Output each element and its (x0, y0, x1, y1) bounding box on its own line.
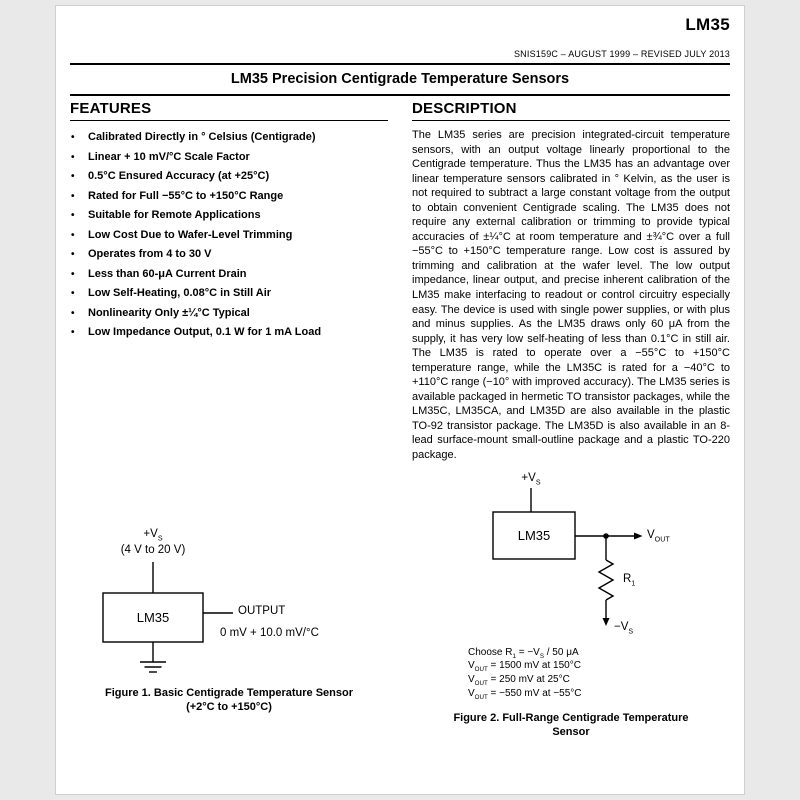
feature-text: 0.5°C Ensured Accuracy (at +25°C) (88, 170, 270, 182)
two-column-layout (70, 100, 730, 740)
figure2-notes (468, 646, 730, 701)
bullet-icon: • (71, 151, 75, 163)
feature-text: Low Impedance Output, 0.1 W for 1 mA Load (88, 326, 322, 338)
feature-item (70, 284, 388, 304)
figure2-supply-label: $+V_S$ (521, 471, 541, 486)
feature-item (70, 167, 388, 187)
description-body: The LM35 series are precision integrated-circuit temperature sensors, with an output voltage linearly proportional to the Centigrade temperature. Thus the LM35 has an advantage over linear temperature sensors calibrated in ° Kelvin, as the user is not required to subtract a large constant voltage from the output to obtain convenient Centigrade scaling. The LM35 does not require any external calibration or trimming to provide typical accuracies of ±¼°C at room temperature and ±¾°C over a full −55°C to +150°C temperature range. Low cost is assured by trimming and calibration at the wafer level. The low output impedance, linear output, and precise inherent calibration of the LM35 make interfacing to readout or control circuitry especially easy. The device is used with single power supplies, or with plus and minus supplies. As the LM35 draws only 60 μA from the supply, it has very low self-heating of less than 0.1°C in still air. The LM35 is rated to operate over a −55°C to +150°C temperature range, while the LM35C is rated for a −40°C to +110°C range (−10° with improved accuracy). The LM35 series is available packaged in hermetic TO transistor packages, while the LM35C, LM35CA, and LM35D are also available in the plastic TO-92 transistor package. The LM35D is also available in an 8-lead surface-mount small-outline package and a plastic TO-220 package. (412, 129, 730, 462)
figure2-neg-supply-label: $-V_S$ (614, 620, 634, 635)
bullet-icon: • (71, 268, 75, 280)
feature-text: Linear + 10 mV/°C Scale Factor (88, 150, 250, 163)
figure2-note-vout-25c: $V_{OUT} = 250$ mV at 25°C (468, 674, 570, 688)
figure2-caption-line1: Figure 2. Full-Range Centigrade Temperature (453, 711, 689, 724)
feature-item (70, 304, 388, 324)
feature-text: Rated for Full −55°C to +150°C Range (88, 189, 284, 202)
figure2-caption (412, 711, 730, 740)
figure1 (70, 528, 388, 715)
page-title: LM35 Precision Centigrade Temperature Sensors (230, 71, 570, 87)
bullet-icon: • (71, 229, 75, 241)
part-number: LM35 (685, 15, 730, 34)
bullet-icon: • (71, 190, 75, 202)
bullet-icon: • (71, 288, 75, 299)
feature-item (70, 323, 388, 343)
bullet-icon: • (71, 210, 75, 221)
header-rule-bottom (70, 94, 730, 96)
figure1-drawing (70, 528, 388, 680)
figure1-chip-label: LM35 (136, 609, 170, 625)
feature-text: Less than 60-μA Current Drain (88, 267, 247, 280)
left-column (70, 100, 388, 740)
feature-item (70, 206, 388, 226)
feature-item (70, 226, 388, 246)
figure2-note-vout-neg55c: $V_{OUT} = -550$ mV at −55°C (468, 687, 582, 701)
bullet-icon: • (71, 327, 75, 338)
document-number: SNIS159C – AUGUST 1999 – REVISED JULY 2013 (513, 49, 730, 59)
bullet-icon: • (71, 132, 75, 143)
figure2-caption-line2: Sensor (552, 726, 590, 739)
feature-text: Operates from 4 to 30 V (88, 248, 212, 260)
bullet-icon: • (71, 171, 75, 182)
figure2-resistor-label: $R_1$ (623, 572, 636, 587)
figure2-note-choose-r1: Choose $R_1 = -V_S / 50$ μA (468, 646, 579, 660)
feature-text: Low Cost Due to Wafer-Level Trimming (88, 228, 293, 241)
figure2-vout-label: $V_{OUT}$ (647, 528, 670, 543)
figure2-chip-label: LM35 (517, 527, 551, 543)
figure1-caption-line1: Figure 1. Basic Centigrade Temperature Sensor (105, 686, 353, 699)
figure2-drawing (412, 471, 730, 635)
feature-item (70, 245, 388, 265)
feature-item (70, 187, 388, 207)
feature-item (70, 148, 388, 168)
datasheet-page (55, 5, 745, 795)
feature-text: Suitable for Remote Applications (88, 209, 261, 221)
feature-item (70, 128, 388, 148)
figure1-output-label: OUTPUT (238, 604, 286, 617)
feature-text: Low Self-Heating, 0.08°C in Still Air (88, 287, 272, 299)
features-list (70, 128, 388, 343)
figure1-caption-line2: (+2°C to +150°C) (186, 701, 272, 713)
bullet-icon: • (71, 307, 75, 319)
figure2-note-vout-150c: $V_{OUT} = 1500$ mV at 150°C (468, 660, 581, 674)
features-heading: FEATURES (70, 100, 388, 121)
figure1-caption (70, 686, 388, 715)
figure1-supply-range: (4 V to 20 V) (120, 543, 186, 556)
description-heading: DESCRIPTION (412, 100, 730, 121)
feature-item (70, 265, 388, 285)
feature-text: Nonlinearity Only ±¼°C Typical (88, 306, 250, 319)
bullet-icon: • (71, 249, 75, 260)
right-column (412, 100, 730, 740)
figure1-supply-label: $+V_S$ (143, 527, 163, 542)
figure2 (412, 472, 730, 740)
feature-text: Calibrated Directly in ° Celsius (Centigrade) (88, 131, 316, 143)
figure1-output-value: 0 mV + 10.0 mV/°C (220, 626, 319, 639)
